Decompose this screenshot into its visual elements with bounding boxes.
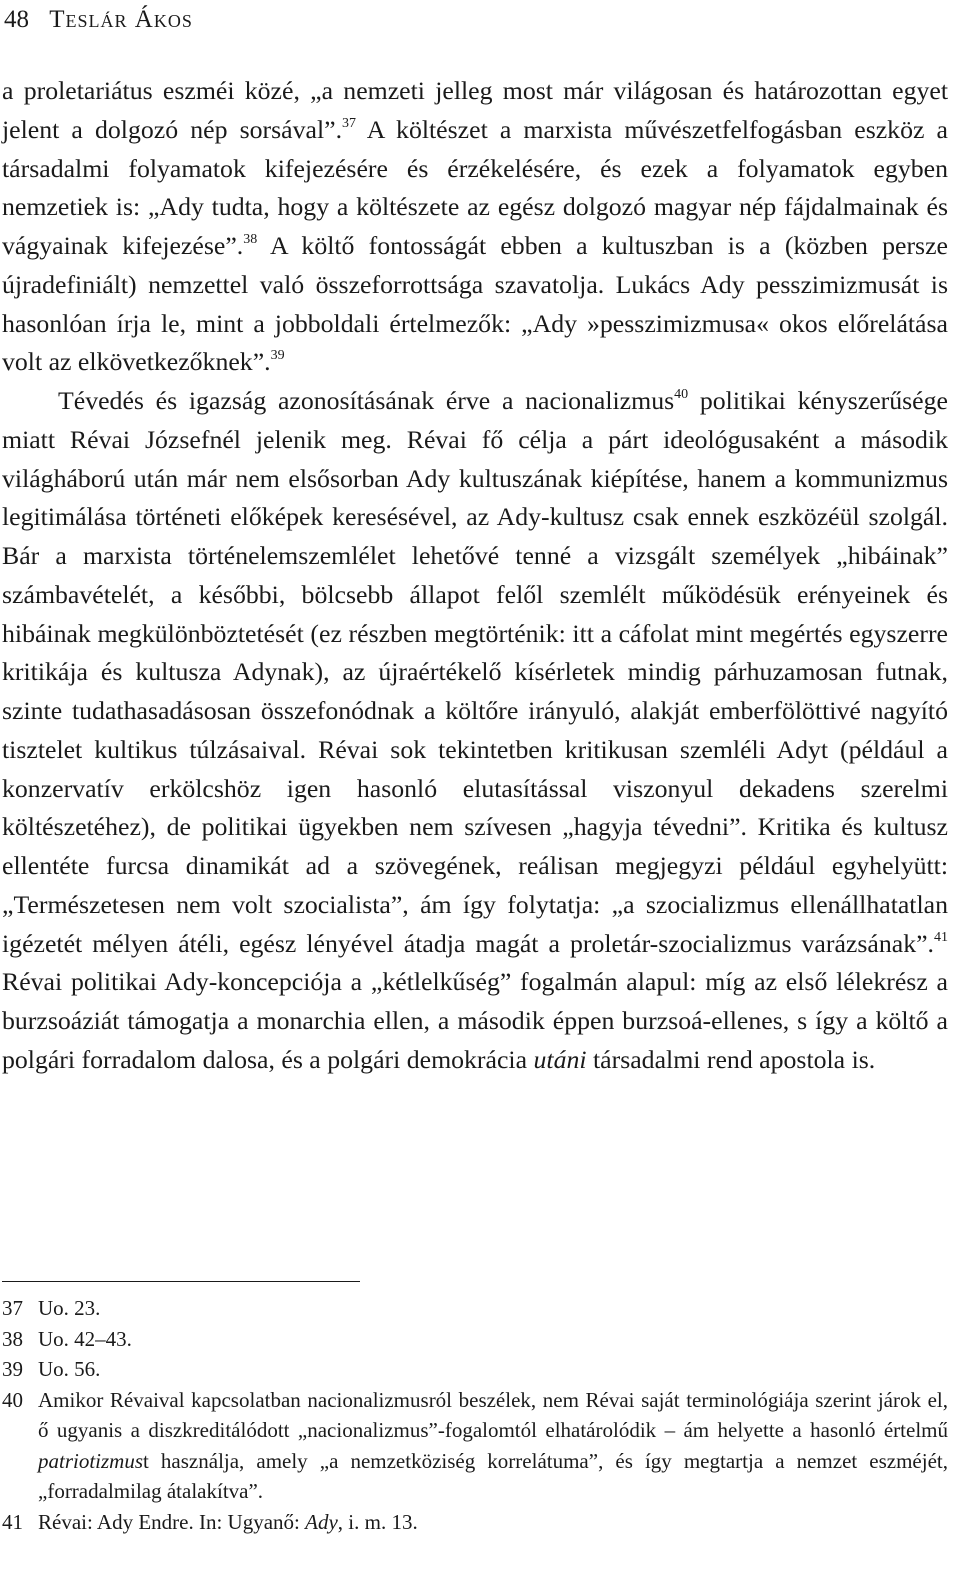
footnote-ref-39[interactable]: 39 (270, 348, 285, 364)
paragraph-2 (2, 382, 948, 1080)
footnote-37 (2, 1293, 948, 1324)
text-run: , i. m. 13. (337, 1509, 418, 1534)
running-header (4, 4, 193, 36)
text-run: A költő fontosságát ebben a kultuszban is a (közben persze újradefiniált) nemzettel való összeforrottsága szavatolja. Lukács Ady pesszimizmusát is hasonlóan írja le, mint a jobboldali értelmezők: „Ady »pesszimizmusa« okos előrelátása volt az elkövetkezőknek”. (2, 231, 948, 377)
paragraph-1 (2, 72, 948, 382)
italic-text: Ady (305, 1509, 338, 1534)
footnote-text: Uo. 56. (38, 1357, 101, 1381)
text-run: Révai: Ady Endre. In: Ugyanő: (38, 1509, 306, 1534)
footnote-39 (2, 1354, 948, 1385)
footnote-number: 40 (2, 1387, 23, 1412)
footnote-text (38, 1507, 948, 1538)
text-run: t használja, amely „a nemzetköziség korrelátuma”, és így megtartja a nemzet eszméjét, „forradalmilag átalakítva”. (38, 1448, 948, 1503)
italic-text: utáni (533, 1044, 587, 1074)
footnote-number: 37 (2, 1296, 23, 1320)
footnote-41 (2, 1507, 948, 1538)
footnote-ref-37[interactable]: 37 (342, 115, 357, 131)
italic-text: patriotizmus (38, 1448, 144, 1473)
footnote-40 (2, 1385, 948, 1507)
text-run: Tévedés és igazság azonosításának érve a nacionalizmus (58, 386, 675, 415)
text-run: társadalmi rend apostola is. (586, 1044, 876, 1074)
footnote-ref-40[interactable]: 40 (674, 387, 689, 402)
footnote-text: Uo. 42–43. (38, 1326, 132, 1351)
text-run: Révai politikai Ady-koncepciója a „kétlelkűség” fogalmán alapul: míg az első lélekrész a burzsoáziát támogatja a monarchia ellen, a második éppen burzsoá-ellenes, s így a költő a polgári forradalom dalosa, és a polgári demokrácia (2, 967, 948, 1074)
footnote-number: 41 (2, 1509, 23, 1534)
page-number: 48 (4, 6, 29, 33)
footnote-text (38, 1385, 948, 1507)
text-run: a proletariátus eszméi közé, „a nemzeti jelleg most már világosan és határozottan egyet jelent a dolgozó nép sorsával”. (2, 76, 948, 144)
text-run: politikai kényszerűsége miatt Révai Józsefnél jelenik meg. Révai fő célja a párt ideológusaként a második világháború után már nem elsősorban Ady kultuszának kiépítése, hanem a kommunizmus legitimálása történeti előképek keresésével, az Ady-kultusz csak ennek eszközéül szolgál. Bár a marxista történelemszemlélet lehetővé tenné a vizsgált személyek „hibáinak” számbavételét, a későbbi, bölcsebb állapot felől szemlélt működésük erényeinek és hibáinak megkülönböztetését (ez részben megtörténik: itt a cáfolat mint megértés egyszerre kritikája és kultusza Adynak), az újraértékelő kísérletek mindig párhuzamosan futnak, szinte tudathasadásosan összefonódnak a költőre irányuló, alakját emberfölöttivé nagyító tisztelet kultikus túlzásaival. Révai sok tekintetben kritikusan szemléli Adyt (például a konzervatív erkölcshöz igen hasonló elutasítással viszonyul dekadens szerelmi költészetéhez), de politikai ügyekben nem szívesen „hagyja tévedni”. Kritika és kultusz ellentéte furcsa dinamikát ad a szövegének, reálisan megjegyzi például egyhelyütt: „Természetesen nem volt szocialista”, ám így folytatja: „a szocializmus ellenállhatatlan igézetét mélyen átéli, egész lényével átadja magát a proletár-szocializmus varázsának”. (2, 386, 948, 958)
footnote-separator (2, 1281, 360, 1282)
footnote-ref-41[interactable]: 41 (934, 929, 948, 945)
text-run: Amikor Révaival kapcsolatban nacionalizmusról beszélek, nem Révai saját terminológiája szerint járok el, ő ugyanis a diszkreditálódott „nacionalizmus”-fogalomtól elhatárolódik – ám helyette a hasonló értelmű (38, 1387, 948, 1442)
footnote-ref-38[interactable]: 38 (243, 232, 258, 247)
text-run: A költészet a marxista művészetfelfogásban eszköz a társadalmi folyamatok kifejezésére és érzékelésére, és ezek a folyamatok egyben nemzetiek is: „Ady tudta, hogy a költészete az egész dolgozó magyar nép fájdalmainak és vágyainak kifejezése”. (2, 114, 949, 260)
footnote-number: 38 (2, 1326, 23, 1351)
main-text (2, 72, 948, 1080)
footnotes (2, 1293, 948, 1537)
footnote-38 (2, 1324, 948, 1355)
footnote-text: Uo. 23. (38, 1296, 101, 1320)
footnote-number: 39 (2, 1357, 23, 1381)
running-head-author: Teslár Ákos (49, 6, 193, 33)
